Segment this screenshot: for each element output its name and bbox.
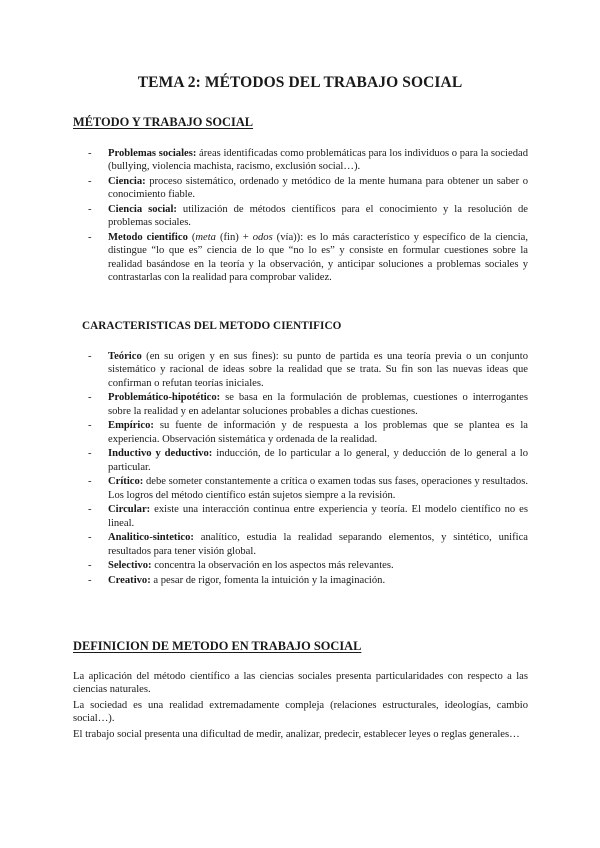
section-heading-caracteristicas: CARACTERISTICAS DEL METODO CIENTIFICO — [82, 320, 342, 332]
term-definition: áreas identificadas como problemáticas para los individuos o para la sociedad (bullying, violencia machista, racismo, exclusión social…). — [108, 148, 528, 173]
term-definition: se basa en la formulación de problemas, cuestiones o interrogantes sobre la realidad y en adelantar soluciones probables a dichas cuestiones. — [108, 392, 528, 417]
list-item — [0, 574, 600, 587]
bullet-dash: - — [88, 148, 92, 159]
bullet-dash: - — [88, 504, 92, 516]
etymology-open: ( — [187, 232, 196, 243]
bullet-dash: - — [88, 575, 92, 586]
document-title: TEMA 2: MÉTODOS DEL TRABAJO SOCIAL — [137, 74, 463, 91]
bullet-dash: - — [88, 448, 92, 460]
term-label: Inductivo y deductivo: — [108, 448, 213, 460]
term-definition: a pesar de rigor, fomenta la intuición y la imaginación. — [150, 575, 386, 586]
etymology-meta: meta — [195, 232, 216, 243]
bullet-dash: - — [88, 392, 92, 404]
term-definition: es lo más característico y específico de la ciencia, distingue “lo que es” ciencia de lo que “no lo es” y consiste en formular cuestiones sobre la realidad basándose en la teoría y la observación, y anticipar soluciones a problemas sociales y contrastarlas con la realidad para comprobar validez. — [108, 232, 528, 284]
definitions-list — [0, 147, 600, 286]
section-heading-definicion: DEFINICION DE METODO EN TRABAJO SOCIAL — [73, 639, 362, 653]
list-item — [0, 391, 600, 418]
etymology-close: (vía)): — [272, 232, 304, 243]
term-definition: existe una interacción continua entre experiencia y teoría. El modelo científico no es lineal. — [108, 504, 528, 529]
term-definition: concentra la observación en los aspectos más relevantes. — [151, 560, 394, 572]
bullet-dash: - — [88, 204, 92, 215]
paragraph: El trabajo social presenta una dificultad de medir, analizar, predecir, establecer leyes o reglas generales… — [73, 729, 520, 740]
list-item — [0, 147, 600, 174]
bullet-dash: - — [88, 232, 92, 243]
list-item — [0, 419, 600, 446]
bullet-dash: - — [88, 176, 92, 187]
term-label: Analitico-sintetico: — [108, 532, 194, 544]
term-label: Metodo cientifico — [108, 232, 188, 243]
list-item — [0, 350, 600, 390]
list-item — [0, 175, 600, 202]
bullet-dash: - — [88, 560, 92, 572]
term-definition: debe someter constantemente a crítica o examen todas sus fases, operaciones y resultados. Los logros del método científico están sujetos siempre a la revisión. — [108, 476, 528, 501]
bullet-dash: - — [88, 532, 92, 544]
term-label: Teórico — [108, 351, 142, 362]
list-item — [0, 447, 600, 474]
term-definition: analítico, estudia la realidad separando elementos, y sintético, unifica resultados para tener visión global. — [108, 532, 528, 557]
characteristics-list — [0, 350, 600, 589]
term-label: Empírico: — [108, 420, 154, 432]
term-definition: utilización de métodos científicos para el conocimiento y la resolución de problemas sociales. — [108, 204, 528, 229]
section-heading-metodo-trabajo-social: MÉTODO Y TRABAJO SOCIAL — [73, 115, 254, 129]
bullet-dash: - — [88, 420, 92, 432]
etymology-odos: odos — [252, 232, 273, 243]
term-label: Selectivo: — [108, 560, 152, 572]
term-definition: proceso sistemático, ordenado y metódico de la mente humana para obtener un saber o conocimiento fiable. — [108, 176, 528, 201]
list-item — [0, 231, 600, 285]
term-label: Creativo: — [108, 575, 151, 586]
list-item — [0, 475, 600, 502]
list-item — [0, 203, 600, 230]
etymology-mid: (fin) + — [215, 232, 253, 243]
term-label: Ciencia social: — [108, 204, 177, 215]
term-label: Circular: — [108, 504, 151, 516]
term-label: Problemas sociales: — [108, 148, 197, 159]
term-definition: inducción, de lo particular a lo general, y deducción de lo general a lo particular. — [108, 448, 528, 473]
term-label: Ciencia: — [108, 176, 146, 187]
term-definition: su fuente de información y de respuesta a los problemas que se plantea es la experiencia. Observación sistemática y ordenada de la realidad. — [108, 420, 528, 445]
list-item — [0, 503, 600, 530]
paragraph: La aplicación del método científico a las ciencias sociales presenta particularidades con respecto a las ciencias naturales. — [73, 671, 528, 696]
list-item — [0, 531, 600, 558]
bullet-dash: - — [88, 351, 92, 362]
term-definition: (en su origen y en sus fines): su punto de partida es una teoría previa o un conjunto sistemático y racional de ideas sobre la realidad que se trata. Su fin son las nuevas ideas que confirman o refutan teorías iniciales. — [108, 351, 528, 389]
bullet-dash: - — [88, 476, 92, 488]
list-item — [0, 559, 600, 572]
paragraph: La sociedad es una realidad extremadamente compleja (relaciones estructurales, ideologías, cambio social…). — [73, 700, 528, 725]
term-label: Problemático-hipotético: — [108, 392, 221, 404]
term-label: Crítico: — [108, 476, 144, 488]
